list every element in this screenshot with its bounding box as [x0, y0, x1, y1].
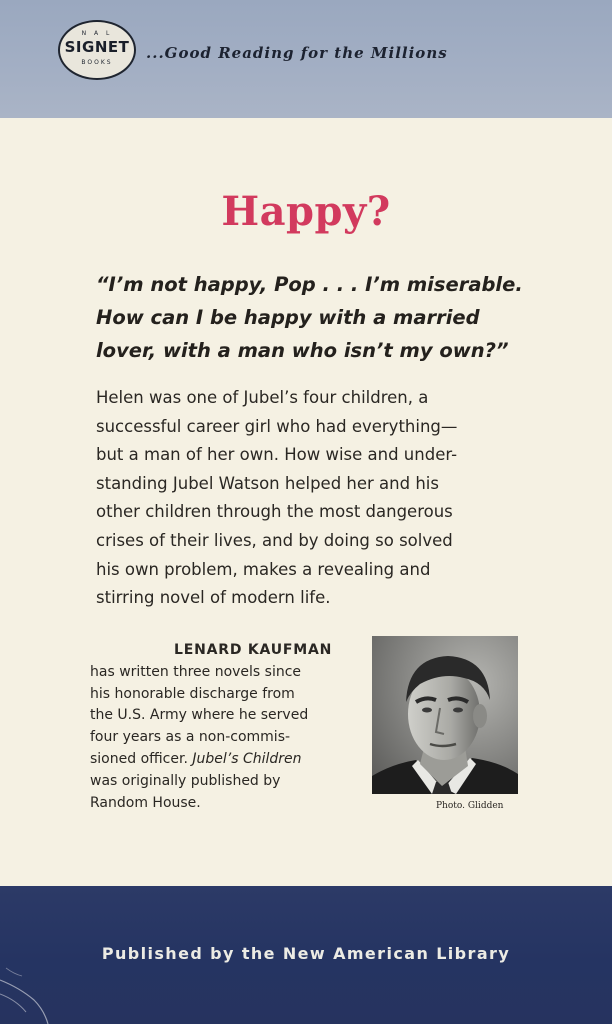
author-name: LENARD KAUFMAN: [174, 642, 333, 658]
bio-line: was originally published by: [90, 772, 281, 789]
author-bio: [90, 640, 370, 814]
bio-line: has written three novels since: [90, 663, 302, 680]
header-band: [0, 0, 612, 118]
synopsis-line: Helen was one of Jubel’s four children, a: [96, 388, 429, 407]
synopsis-line: stirring novel of modern life.: [96, 588, 331, 608]
bio-line: [90, 749, 370, 771]
logo-nal-text: N A L: [81, 30, 113, 37]
logo-signet-text: SIGNET: [64, 38, 130, 56]
cover-wear-marks: [0, 960, 120, 1024]
synopsis-line: crises of their lives, and by doing so solved: [96, 530, 453, 550]
book-title: Jubel’s Children: [192, 750, 302, 767]
synopsis-line: his own problem, makes a revealing and: [96, 559, 431, 579]
headline: Happy?: [221, 188, 391, 235]
quote-line: lover, with a man who isn’t my own?”: [96, 339, 509, 362]
bio-line: Random House.: [90, 794, 201, 811]
synopsis-line: successful career girl who had everything—: [96, 416, 458, 436]
signet-logo: [58, 20, 136, 80]
pull-quote: [96, 268, 576, 367]
bio-line: his honorable discharge from: [90, 685, 295, 702]
synopsis: [96, 384, 576, 613]
quote-line: “I’m not happy, Pop . . . I’m miserable.: [96, 273, 523, 296]
quote-line: How can I be happy with a married: [96, 306, 480, 329]
bio-text: sioned officer.: [90, 750, 193, 767]
logo-books-text: BOOKS: [81, 59, 113, 66]
synopsis-line: standing Jubel Watson helped her and his: [96, 473, 439, 493]
photo-credit: Photo. Glidden: [436, 801, 504, 811]
author-portrait-image: [372, 636, 518, 794]
tagline: ...Good Reading for the Millions: [146, 44, 448, 62]
bio-line: the U.S. Army where he served: [90, 707, 309, 724]
publisher-line: Published by the New American Library: [101, 944, 511, 963]
author-photo: [372, 636, 518, 794]
synopsis-line: other children through the most dangerous: [96, 502, 453, 522]
bio-line: four years as a non-commis-: [90, 729, 291, 746]
synopsis-line: but a man of her own. How wise and under-: [96, 445, 458, 465]
